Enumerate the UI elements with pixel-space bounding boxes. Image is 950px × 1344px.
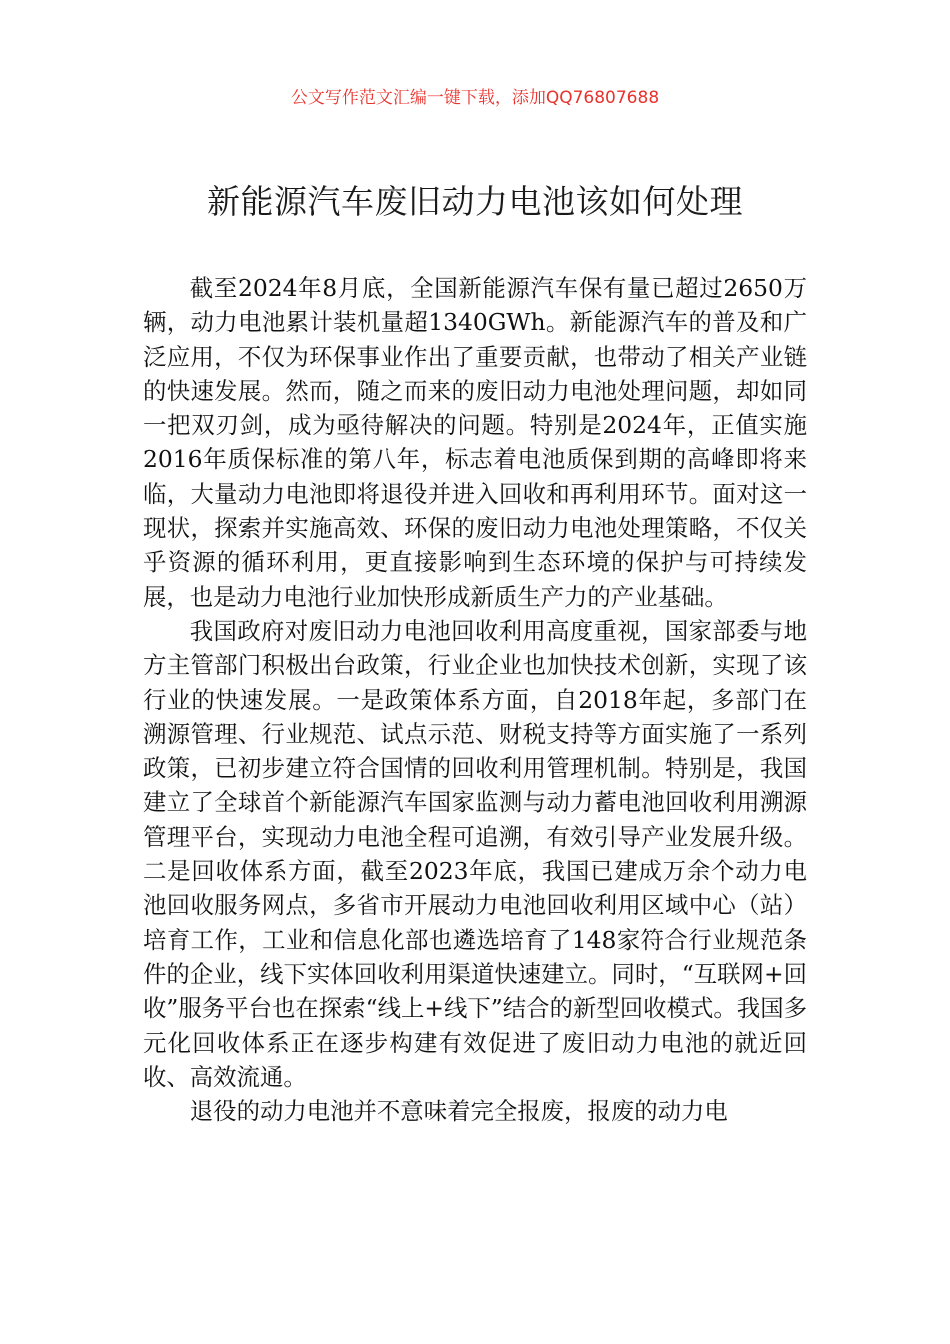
- document-body: [143, 271, 807, 1128]
- document-title: 新能源汽车废旧动力电池该如何处理: [207, 182, 743, 221]
- body-paragraph-1: 截至2024年8月底，全国新能源汽车保有量已超过2650万辆，动力电池累计装机量超1340GWh。新能源汽车的普及和广泛应用，不仅为环保事业作出了重要贡献，也带动了相关产业链的快速发展。然而，随之而来的废旧动力电池处理问题，却如同一把双刃剑，成为亟待解决的问题。特别是2024年，正值实施2016年质保标准的第八年，标志着电池质保到期的高峰即将来临，大量动力电池即将退役并进入回收和再利用环节。面对这一现状，探索并实施高效、环保的废旧动力电池处理策略，不仅关乎资源的循环利用，更直接影响到生态环境的保护与可持续发展，也是动力电池行业加快形成新质生产力的产业基础。: [143, 274, 807, 611]
- body-paragraph-3: 退役的动力电池并不意味着完全报废，报废的动力电: [189, 1097, 728, 1126]
- header-promo-note: 公文写作范文汇编一键下载，添加QQ76807688: [290, 88, 660, 108]
- body-paragraph-2: 我国政府对废旧动力电池回收利用高度重视，国家部委与地方主管部门积极出台政策，行业企业也加快技术创新，实现了该行业的快速发展。一是政策体系方面，自2018年起，多部门在溯源管理、行业规范、试点示范、财税支持等方面实施了一系列政策，已初步建立符合国情的回收利用管理机制。特别是，我国建立了全球首个新能源汽车国家监测与动力蓄电池回收利用溯源管理平台，实现动力电池全程可追溯，有效引导产业发展升级。二是回收体系方面，截至2023年底，我国已建成万余个动力电池回收服务网点，多省市开展动力电池回收利用区域中心（站）培育工作，工业和信息化部也遴选培育了148家符合行业规范条件的企业，线下实体回收利用渠道快速建立。同时，“互联网+回收”服务平台也在探索“线上+线下”结合的新型回收模式。我国多元化回收体系正在逐步构建有效促进了废旧动力电池的就近回收、高效流通。: [143, 616, 807, 1091]
